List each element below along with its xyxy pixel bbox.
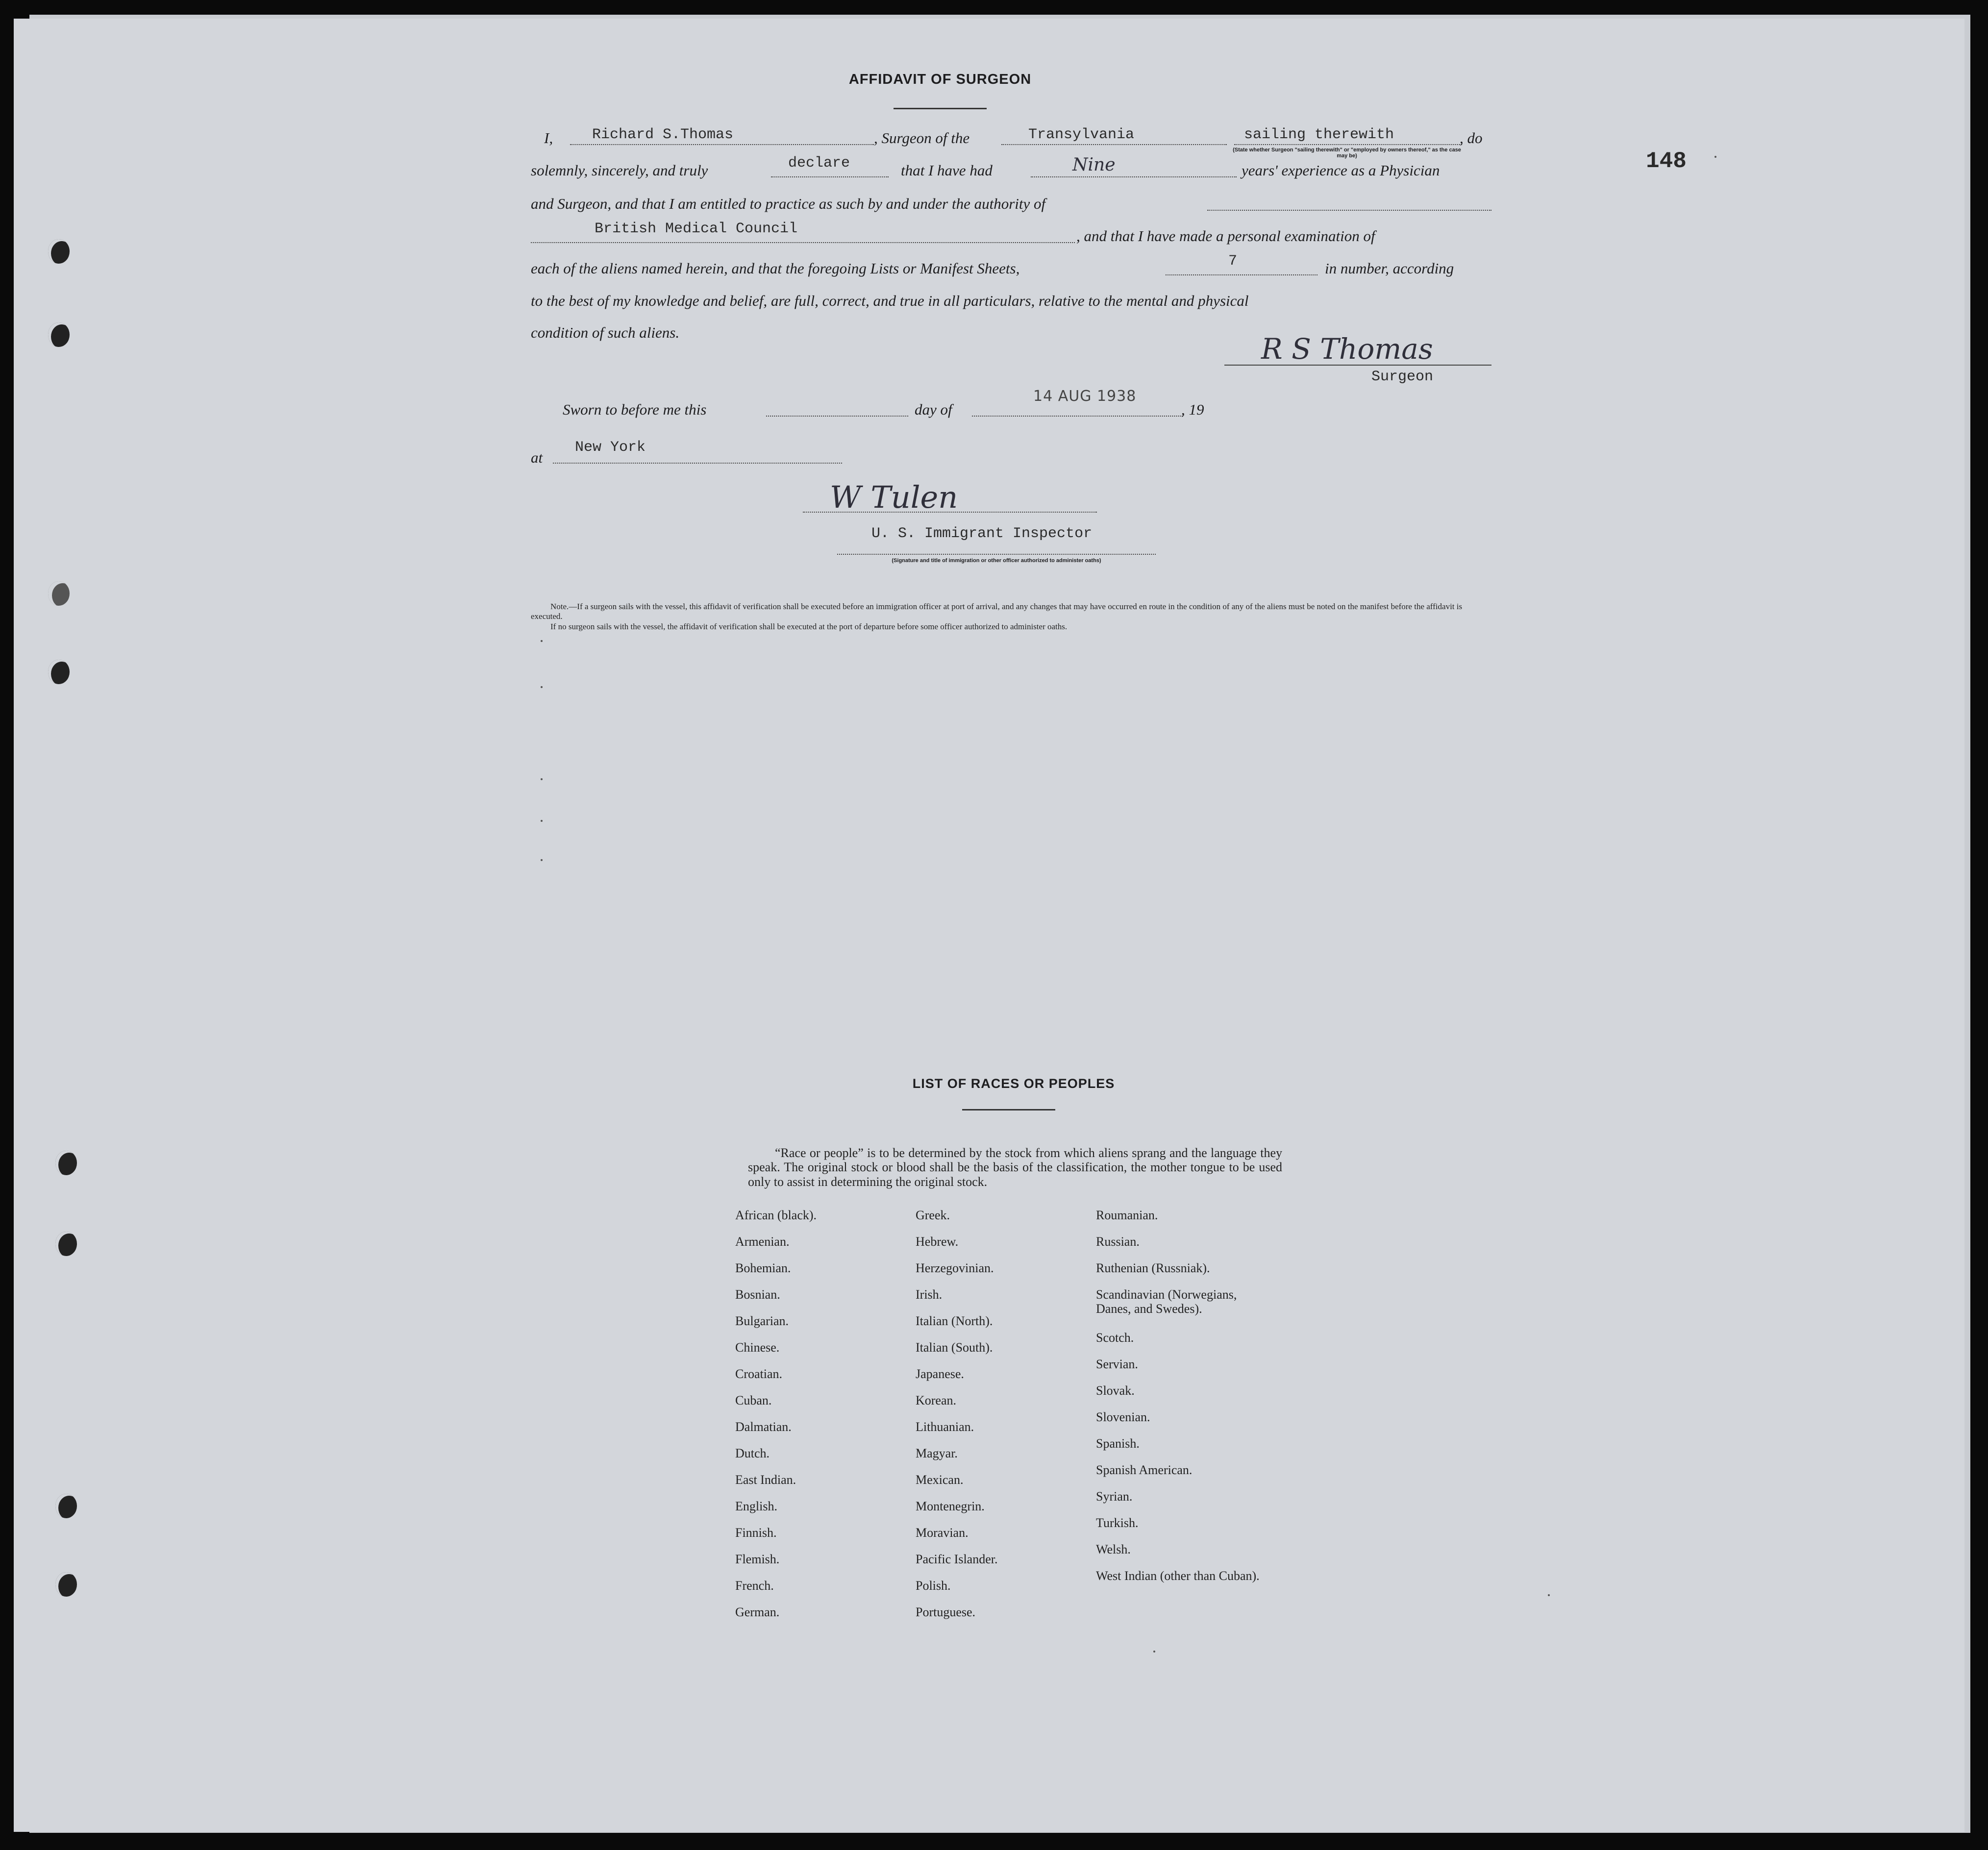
race-item: Syrian. [1096,1489,1133,1504]
sworn-date-dotted-line [972,416,1183,417]
binder-hole [48,322,70,347]
years-dotted-line [1031,176,1237,177]
affidavit-line4-end: , and that I have made a personal examination of [1076,227,1375,245]
race-item: Dutch. [735,1446,770,1460]
race-item: Spanish American. [1096,1463,1193,1477]
binder-hole [48,239,70,264]
affidavit-line2-end: years' experience as a Physician [1242,162,1440,179]
race-item: Lithuanian. [916,1420,974,1434]
race-item: Hebrew. [916,1234,959,1249]
race-item: Pacific Islander. [916,1552,998,1566]
authority-value: British Medical Council [595,221,798,237]
surgeon-signature: R S Thomas [1261,332,1433,366]
year-prefix: , 19 [1181,401,1204,418]
affidavit-line2-start: solemnly, sincerely, and truly [531,162,708,179]
race-item: Moravian. [916,1526,969,1540]
race-item: Armenian. [735,1234,790,1249]
day-of-text: day of [915,401,952,418]
race-item: Italian (North). [916,1314,993,1328]
race-item: Chinese. [735,1340,780,1355]
race-item: Irish. [916,1287,943,1302]
binder-hole [55,1494,77,1518]
capacity-hint: (State whether Surgeon "sailing therewith" or "employed by owners thereof," as the case may be) [1233,147,1461,159]
surgeon-of-the-text: , Surgeon of the [874,129,970,147]
inspector-signature-line [803,512,1097,513]
binder-hole [55,1232,77,1256]
declare-value: declare [788,155,850,172]
race-item: East Indian. [735,1473,796,1487]
title-rule [894,108,987,109]
affidavit-line5-start: each of the aliens named herein, and that the foregoing Lists or Manifest Sheets, [531,260,1020,277]
inspector-signature: W Tulen [830,479,958,515]
capacity-dotted-line [1234,144,1462,145]
page-number: 148 [1646,148,1687,174]
race-item: Italian (South). [916,1340,993,1355]
affidavit-line3: and Surgeon, and that I am entitled to practice as such by and under the authority of [531,195,1046,212]
binder-hole [48,660,70,684]
race-item: Welsh. [1096,1542,1131,1556]
race-item: Dalmatian. [735,1420,792,1434]
race-item: Croatian. [735,1367,783,1381]
do-text: , do [1460,129,1483,147]
years-value: Nine [1072,155,1116,175]
races-title: LIST OF RACES OR PEOPLES [912,1076,1115,1091]
affidavit-line7: condition of such aliens. [531,324,680,341]
race-item: Finnish. [735,1526,777,1540]
surgeon-signature-line [1224,365,1491,366]
document-page [14,19,1964,1832]
scan-speck [541,686,543,688]
note-line-2: If no surgeon sails with the vessel, the affidavit of verification shall be executed at the port of departure before some officer authorized to administer oaths. [550,621,1068,631]
race-item: Ruthenian (Russniak). [1096,1261,1210,1275]
race-item: Turkish. [1096,1516,1139,1530]
race-item: West Indian (other than Cuban). [1096,1569,1260,1583]
binder-hole [48,581,70,606]
inspector-hint: (Signature and title of immigration or other officer authorized to administer oaths) [892,558,1101,564]
surgeon-capacity: sailing therewith [1244,126,1394,143]
race-item: Montenegrin. [916,1499,985,1513]
scan-speck [541,820,543,822]
race-item: Scotch. [1096,1331,1134,1345]
race-item: Servian. [1096,1357,1138,1371]
race-item: Magyar. [916,1446,958,1460]
inspector-title: U. S. Immigrant Inspector [871,525,1093,542]
race-item: Japanese. [916,1367,964,1381]
inspector-title-line [837,554,1156,555]
race-item: Bulgarian. [735,1314,789,1328]
race-item: French. [735,1579,774,1593]
race-item: English. [735,1499,777,1513]
note-line-1: Note.—If a surgeon sails with the vessel, this affidavit of verification shall be executed before an immigration officer at port of arrival, and any changes that may have occurred en route in the condition of any of the aliens must be noted on the manifest before the affidavit is executed. [531,602,1463,621]
sheets-dotted-line [1166,274,1317,275]
race-item: Bohemian. [735,1261,791,1275]
place-value: New York [575,439,646,456]
scan-speck [1153,1651,1155,1653]
sheets-value: 7 [1228,253,1238,270]
race-item: Polish. [916,1579,951,1593]
races-title-rule [962,1109,1055,1110]
sworn-day-dotted-line [766,416,908,417]
race-item: Slovenian. [1096,1410,1150,1424]
race-item: Bosnian. [735,1287,780,1302]
scan-speck [1548,1594,1550,1596]
vessel-dotted-line [1001,144,1227,145]
race-item: Roumanian. [1096,1208,1158,1222]
sworn-text: Sworn to before me this [563,401,707,418]
scan-speck [541,859,543,861]
scan-speck [1715,156,1716,158]
affidavit-line6: to the best of my knowledge and belief, are full, correct, and true in all particulars, relative to the mental and physical [531,292,1249,309]
race-item: Scandinavian (Norwegians, Danes, and Swedes). [1096,1287,1237,1316]
scan-speck [541,778,543,780]
race-item: Mexican. [916,1473,964,1487]
declare-dotted-line [771,176,889,177]
race-item: Cuban. [735,1393,772,1407]
race-item: Flemish. [735,1552,780,1566]
authority-dotted-line-2 [531,242,1075,243]
affidavit-line2-mid: that I have had [901,162,993,179]
race-item: Slovak. [1096,1383,1135,1398]
race-item: Herzegovinian. [916,1261,994,1275]
race-item: Russian. [1096,1234,1140,1249]
name-dotted-line [570,144,874,145]
surgeon-label: Surgeon [1371,369,1434,385]
authority-dotted-line-1 [1207,210,1491,211]
at-text: at [531,449,543,466]
place-dotted-line [553,463,842,464]
race-item: African (black). [735,1208,817,1222]
affidavit-i: I, [544,129,553,147]
binder-hole [55,1151,77,1175]
races-intro: “Race or people” is to be determined by the stock from which aliens sprang and the language they speak. The original stock or blood shall be the basis of the classification, the mother tongue to be used only to assist in determining the original stock. [748,1146,1282,1189]
affidavit-note [531,602,1491,632]
affidavit-title: AFFIDAVIT OF SURGEON [848,72,1032,87]
affidavit-line5-end: in number, according [1325,260,1454,277]
race-item: German. [735,1605,780,1619]
race-item: Spanish. [1096,1436,1140,1451]
race-item: Korean. [916,1393,957,1407]
date-stamp: 14 AUG 1938 [1033,388,1137,405]
scan-speck [541,640,543,642]
race-item: Greek. [916,1208,950,1222]
vessel-name: Transylvania [1028,126,1135,143]
race-item: Portuguese. [916,1605,976,1619]
surgeon-name: Richard S.Thomas [592,126,734,143]
binder-hole [55,1572,77,1597]
